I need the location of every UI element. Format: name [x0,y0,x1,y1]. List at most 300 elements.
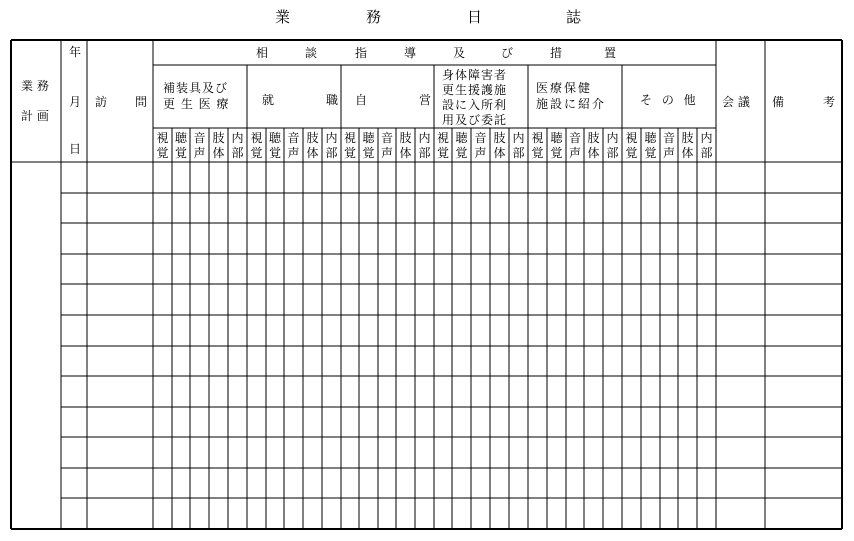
table-cell[interactable] [453,224,470,253]
table-cell[interactable] [285,285,302,314]
table-cell[interactable] [435,163,451,192]
table-cell[interactable] [323,194,340,222]
table-cell[interactable] [304,469,321,497]
table-cell[interactable] [510,408,527,436]
table-cell[interactable] [342,224,358,253]
table-cell[interactable] [267,347,283,375]
table-cell[interactable] [267,469,283,497]
table-cell[interactable] [604,438,621,467]
table-cell[interactable] [717,255,764,283]
table-cell[interactable] [604,255,621,283]
table-cell[interactable] [397,469,414,497]
table-cell[interactable] [342,469,358,497]
table-cell[interactable] [210,347,227,375]
table-cell[interactable] [191,469,208,497]
table-cell[interactable] [360,377,377,406]
table-cell[interactable] [210,316,227,345]
table-cell[interactable] [360,499,377,528]
table-cell[interactable] [360,347,377,375]
table-cell[interactable] [642,163,659,192]
table-cell[interactable] [548,255,565,283]
table-cell[interactable] [529,347,546,375]
table-cell[interactable] [88,255,152,283]
table-cell[interactable] [623,224,640,253]
table-cell[interactable] [567,499,583,528]
table-cell[interactable] [379,224,395,253]
table-cell[interactable] [342,255,358,283]
table-cell[interactable] [285,194,302,222]
table-cell[interactable] [623,469,640,497]
table-cell[interactable] [679,347,696,375]
table-cell[interactable] [661,377,677,406]
table-cell[interactable] [510,255,527,283]
table-cell[interactable] [323,163,340,192]
table-cell[interactable] [642,438,659,467]
table-cell[interactable] [717,408,764,436]
table-cell[interactable] [62,408,86,436]
table-cell[interactable] [766,469,841,497]
table-cell[interactable] [548,408,565,436]
table-cell[interactable] [623,377,640,406]
table-cell[interactable] [397,224,414,253]
table-cell[interactable] [623,194,640,222]
table-cell[interactable] [585,224,602,253]
table-cell[interactable] [62,194,86,222]
table-cell[interactable] [416,163,433,192]
table-cell[interactable] [717,347,764,375]
table-cell[interactable] [379,285,395,314]
table-cell[interactable] [267,163,283,192]
table-cell[interactable] [173,316,189,345]
table-cell[interactable] [88,377,152,406]
table-cell[interactable] [642,285,659,314]
table-cell[interactable] [491,347,508,375]
table-cell[interactable] [88,469,152,497]
table-cell[interactable] [510,377,527,406]
table-cell[interactable] [229,316,246,345]
table-cell[interactable] [191,163,208,192]
table-cell[interactable] [360,469,377,497]
table-cell[interactable] [661,255,677,283]
table-cell[interactable] [285,347,302,375]
table-cell[interactable] [623,347,640,375]
table-cell[interactable] [191,316,208,345]
table-cell[interactable] [416,224,433,253]
table-cell[interactable] [472,499,489,528]
table-cell[interactable] [698,194,715,222]
table-cell[interactable] [491,438,508,467]
table-cell[interactable] [585,499,602,528]
table-cell[interactable] [88,316,152,345]
table-cell[interactable] [529,224,546,253]
table-cell[interactable] [191,408,208,436]
table-cell[interactable] [453,499,470,528]
table-cell[interactable] [510,316,527,345]
table-cell[interactable] [304,316,321,345]
table-cell[interactable] [379,163,395,192]
table-cell[interactable] [229,469,246,497]
table-cell[interactable] [191,438,208,467]
table-cell[interactable] [379,499,395,528]
table-cell[interactable] [229,285,246,314]
table-cell[interactable] [285,408,302,436]
table-cell[interactable] [717,438,764,467]
table-cell[interactable] [285,469,302,497]
table-cell[interactable] [567,285,583,314]
table-cell[interactable] [435,194,451,222]
table-cell[interactable] [342,408,358,436]
table-cell[interactable] [604,499,621,528]
table-cell[interactable] [323,255,340,283]
table-cell[interactable] [766,377,841,406]
table-cell[interactable] [173,163,189,192]
table-cell[interactable] [342,163,358,192]
table-cell[interactable] [717,163,764,192]
table-cell[interactable] [529,499,546,528]
table-cell[interactable] [529,408,546,436]
table-cell[interactable] [623,285,640,314]
table-cell[interactable] [435,347,451,375]
table-cell[interactable] [491,194,508,222]
table-cell[interactable] [510,469,527,497]
table-cell[interactable] [397,377,414,406]
table-cell[interactable] [510,438,527,467]
table-cell[interactable] [88,285,152,314]
table-cell[interactable] [304,377,321,406]
table-cell[interactable] [766,224,841,253]
table-cell[interactable] [679,377,696,406]
table-cell[interactable] [698,438,715,467]
table-cell[interactable] [529,316,546,345]
table-cell[interactable] [642,255,659,283]
table-cell[interactable] [548,469,565,497]
table-cell[interactable] [510,285,527,314]
table-cell[interactable] [717,224,764,253]
table-cell[interactable] [472,316,489,345]
table-cell[interactable] [154,408,171,436]
table-cell[interactable] [661,469,677,497]
table-cell[interactable] [210,163,227,192]
table-cell[interactable] [360,194,377,222]
table-cell[interactable] [472,163,489,192]
table-cell[interactable] [717,377,764,406]
table-cell[interactable] [435,285,451,314]
table-cell[interactable] [661,224,677,253]
table-cell[interactable] [88,163,152,192]
table-cell[interactable] [604,316,621,345]
table-cell[interactable] [267,377,283,406]
table-cell[interactable] [154,316,171,345]
table-cell[interactable] [567,469,583,497]
table-cell[interactable] [766,499,841,528]
table-cell[interactable] [342,377,358,406]
table-cell[interactable] [323,469,340,497]
table-cell[interactable] [360,224,377,253]
table-cell[interactable] [154,255,171,283]
table-cell[interactable] [88,224,152,253]
table-cell[interactable] [360,255,377,283]
table-cell[interactable] [604,194,621,222]
table-cell[interactable] [510,163,527,192]
table-cell[interactable] [360,285,377,314]
table-cell[interactable] [323,499,340,528]
table-cell[interactable] [342,347,358,375]
table-cell[interactable] [360,316,377,345]
table-cell[interactable] [529,469,546,497]
table-cell[interactable] [766,316,841,345]
table-cell[interactable] [191,499,208,528]
table-cell[interactable] [62,438,86,467]
table-cell[interactable] [435,408,451,436]
table-cell[interactable] [510,499,527,528]
table-cell[interactable] [173,285,189,314]
table-cell[interactable] [679,194,696,222]
table-cell[interactable] [379,255,395,283]
table-cell[interactable] [548,194,565,222]
table-cell[interactable] [154,499,171,528]
table-cell[interactable] [210,194,227,222]
table-cell[interactable] [62,499,86,528]
table-cell[interactable] [267,224,283,253]
table-cell[interactable] [491,285,508,314]
table-cell[interactable] [229,347,246,375]
table-cell[interactable] [548,163,565,192]
table-cell[interactable] [229,255,246,283]
table-cell[interactable] [567,316,583,345]
table-cell[interactable] [698,255,715,283]
table-cell[interactable] [88,408,152,436]
table-cell[interactable] [342,438,358,467]
table-cell[interactable] [379,469,395,497]
table-cell[interactable] [304,285,321,314]
table-cell[interactable] [210,224,227,253]
table-cell[interactable] [62,469,86,497]
table-cell[interactable] [529,163,546,192]
table-cell[interactable] [548,224,565,253]
table-cell[interactable] [453,194,470,222]
table-cell[interactable] [62,285,86,314]
table-cell[interactable] [766,438,841,467]
table-cell[interactable] [717,316,764,345]
table-cell[interactable] [623,408,640,436]
table-cell[interactable] [491,499,508,528]
table-cell[interactable] [491,408,508,436]
table-cell[interactable] [304,438,321,467]
table-cell[interactable] [585,194,602,222]
table-cell[interactable] [173,194,189,222]
table-cell[interactable] [304,499,321,528]
table-cell[interactable] [623,255,640,283]
table-cell[interactable] [661,438,677,467]
table-cell[interactable] [717,194,764,222]
table-cell[interactable] [360,438,377,467]
table-cell[interactable] [323,438,340,467]
table-cell[interactable] [453,316,470,345]
table-cell[interactable] [435,255,451,283]
table-cell[interactable] [510,347,527,375]
table-cell[interactable] [472,285,489,314]
table-cell[interactable] [472,224,489,253]
table-cell[interactable] [679,224,696,253]
table-cell[interactable] [173,347,189,375]
table-cell[interactable] [267,255,283,283]
table-cell[interactable] [585,347,602,375]
table-cell[interactable] [210,499,227,528]
table-cell[interactable] [285,255,302,283]
table-cell[interactable] [679,499,696,528]
table-cell[interactable] [248,377,265,406]
table-cell[interactable] [567,224,583,253]
table-cell[interactable] [661,347,677,375]
table-cell[interactable] [548,499,565,528]
table-cell[interactable] [229,194,246,222]
table-cell[interactable] [248,347,265,375]
table-cell[interactable] [173,255,189,283]
table-cell[interactable] [379,408,395,436]
table-cell[interactable] [766,194,841,222]
table-cell[interactable] [567,255,583,283]
table-cell[interactable] [210,408,227,436]
table-cell[interactable] [679,438,696,467]
table-cell[interactable] [267,438,283,467]
table-cell[interactable] [472,194,489,222]
table-cell[interactable] [766,347,841,375]
table-cell[interactable] [529,285,546,314]
table-cell[interactable] [248,438,265,467]
table-cell[interactable] [191,224,208,253]
table-cell[interactable] [548,285,565,314]
table-cell[interactable] [698,285,715,314]
table-cell[interactable] [567,408,583,436]
table-cell[interactable] [62,316,86,345]
table-cell[interactable] [397,499,414,528]
table-cell[interactable] [248,285,265,314]
table-cell[interactable] [623,438,640,467]
table-cell[interactable] [154,377,171,406]
table-cell[interactable] [342,316,358,345]
table-cell[interactable] [342,285,358,314]
table-cell[interactable] [766,285,841,314]
table-cell[interactable] [267,316,283,345]
table-cell[interactable] [661,316,677,345]
table-cell[interactable] [229,377,246,406]
table-cell[interactable] [397,408,414,436]
table-cell[interactable] [229,499,246,528]
table-cell[interactable] [397,438,414,467]
table-cell[interactable] [453,469,470,497]
table-cell[interactable] [567,438,583,467]
table-cell[interactable] [766,163,841,192]
table-cell[interactable] [229,163,246,192]
table-cell[interactable] [491,469,508,497]
table-cell[interactable] [698,469,715,497]
table-cell[interactable] [453,408,470,436]
table-cell[interactable] [453,255,470,283]
table-cell[interactable] [585,469,602,497]
table-cell[interactable] [642,469,659,497]
table-cell[interactable] [304,194,321,222]
table-cell[interactable] [62,224,86,253]
table-cell[interactable] [491,255,508,283]
table-cell[interactable] [360,408,377,436]
table-cell[interactable] [323,408,340,436]
table-cell[interactable] [285,316,302,345]
table-cell[interactable] [323,347,340,375]
table-cell[interactable] [416,316,433,345]
table-cell[interactable] [267,194,283,222]
table-cell[interactable] [397,347,414,375]
table-cell[interactable] [642,224,659,253]
gyomu-keikaku-cell[interactable] [12,163,60,528]
table-cell[interactable] [154,469,171,497]
table-cell[interactable] [472,469,489,497]
table-cell[interactable] [267,499,283,528]
table-cell[interactable] [585,438,602,467]
table-cell[interactable] [62,347,86,375]
table-cell[interactable] [248,469,265,497]
table-cell[interactable] [416,377,433,406]
table-cell[interactable] [435,499,451,528]
table-cell[interactable] [435,438,451,467]
table-cell[interactable] [304,224,321,253]
table-cell[interactable] [210,469,227,497]
table-cell[interactable] [529,377,546,406]
table-cell[interactable] [210,255,227,283]
table-cell[interactable] [679,255,696,283]
table-cell[interactable] [453,438,470,467]
table-cell[interactable] [717,499,764,528]
table-cell[interactable] [661,194,677,222]
table-cell[interactable] [661,408,677,436]
table-cell[interactable] [267,285,283,314]
table-cell[interactable] [604,377,621,406]
table-cell[interactable] [229,438,246,467]
table-cell[interactable] [717,285,764,314]
table-cell[interactable] [642,499,659,528]
table-cell[interactable] [173,224,189,253]
table-cell[interactable] [416,499,433,528]
table-cell[interactable] [548,347,565,375]
table-cell[interactable] [397,255,414,283]
table-cell[interactable] [472,255,489,283]
table-cell[interactable] [323,224,340,253]
table-cell[interactable] [766,408,841,436]
table-cell[interactable] [62,377,86,406]
table-cell[interactable] [642,316,659,345]
table-cell[interactable] [229,408,246,436]
table-cell[interactable] [323,285,340,314]
table-cell[interactable] [248,408,265,436]
table-cell[interactable] [435,469,451,497]
table-cell[interactable] [304,255,321,283]
table-cell[interactable] [285,438,302,467]
table-cell[interactable] [210,377,227,406]
table-cell[interactable] [397,163,414,192]
table-cell[interactable] [679,469,696,497]
table-cell[interactable] [642,194,659,222]
table-cell[interactable] [472,438,489,467]
table-cell[interactable] [642,377,659,406]
table-cell[interactable] [379,438,395,467]
table-cell[interactable] [285,377,302,406]
table-cell[interactable] [698,347,715,375]
table-cell[interactable] [360,163,377,192]
table-cell[interactable] [304,347,321,375]
table-cell[interactable] [88,499,152,528]
table-cell[interactable] [173,469,189,497]
table-cell[interactable] [698,499,715,528]
table-cell[interactable] [435,316,451,345]
